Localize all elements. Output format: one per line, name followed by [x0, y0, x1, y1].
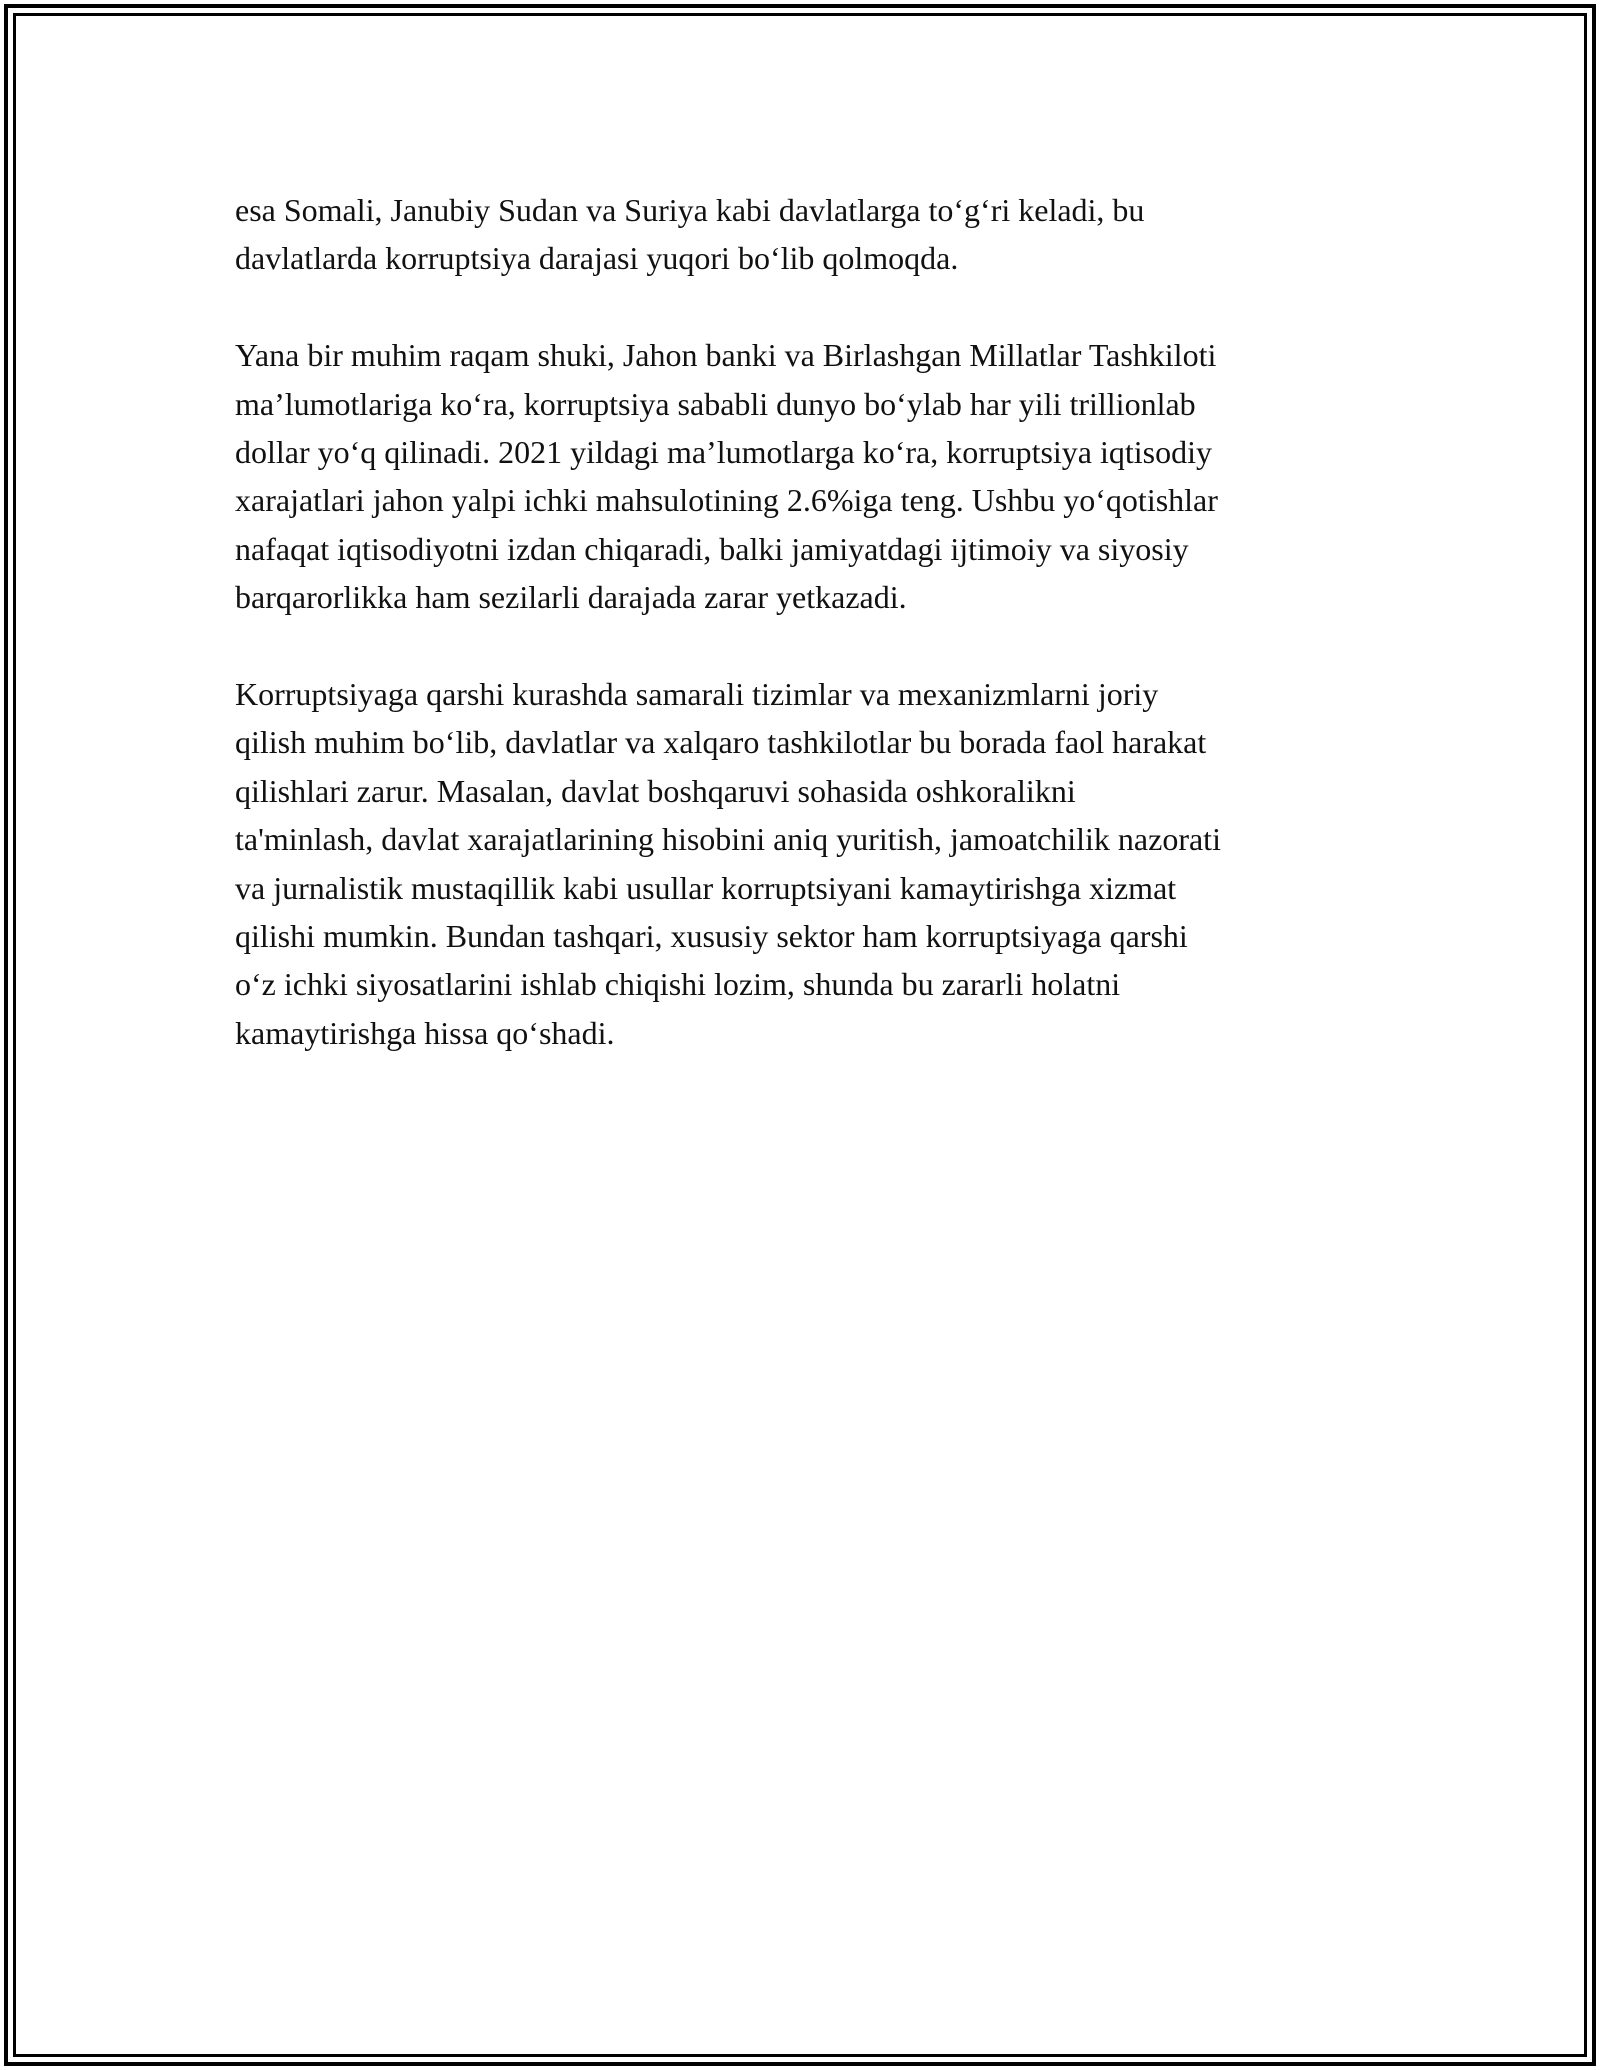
paragraph-1: [235, 186, 1385, 283]
document-body: [235, 186, 1385, 1057]
text-line: xarajatlari jahon yalpi ichki mahsulotining 2.6%iga teng. Ushbu yo‘qotishlar: [235, 482, 1218, 519]
paragraph-2: [235, 331, 1385, 621]
text-line: ma’lumotlariga ko‘ra, korruptsiya sababli dunyo bo‘ylab har yili trillionlab: [235, 385, 1196, 422]
text-line: barqarorlikka ham sezilarli darajada zarar yetkazadi.: [235, 579, 907, 616]
text-line: nafaqat iqtisodiyotni izdan chiqaradi, balki jamiyatdagi ijtimoiy va siyosiy: [235, 530, 1189, 567]
text-line: qilish muhim bo‘lib, davlatlar va xalqaro tashkilotlar bu borada faol harakat: [235, 724, 1207, 761]
text-line: dollar yo‘q qilinadi. 2021 yildagi ma’lumotlarga ko‘ra, korruptsiya iqtisodiy: [235, 434, 1213, 471]
paragraph-3: [235, 670, 1385, 1057]
text-line: Yana bir muhim raqam shuki, Jahon banki va Birlashgan Millatlar Tashkiloti: [235, 337, 1217, 374]
text-line: kamaytirishga hissa qo‘shadi.: [235, 1014, 615, 1051]
text-line: o‘z ichki siyosatlarini ishlab chiqishi lozim, shunda bu zararli holatni: [235, 966, 1121, 1003]
text-line: va jurnalistik mustaqillik kabi usullar korruptsiyani kamaytirishga xizmat: [235, 869, 1177, 906]
text-line: qilishlari zarur. Masalan, davlat boshqaruvi sohasida oshkoralikni: [235, 772, 1076, 809]
text-line: Korruptsiyaga qarshi kurashda samarali tizimlar va mexanizmlarni joriy: [235, 676, 1159, 713]
text-line: davlatlarda korruptsiya darajasi yuqori bo‘lib qolmoqda.: [235, 240, 959, 277]
text-line: esa Somali, Janubiy Sudan va Suriya kabi davlatlarga to‘g‘ri keladi, bu: [235, 192, 1145, 228]
text-line: ta'minlash, davlat xarajatlarining hisobini aniq yuritish, jamoatchilik nazorati: [235, 821, 1221, 858]
text-line: qilishi mumkin. Bundan tashqari, xususiy sektor ham korruptsiyaga qarshi: [235, 918, 1188, 955]
